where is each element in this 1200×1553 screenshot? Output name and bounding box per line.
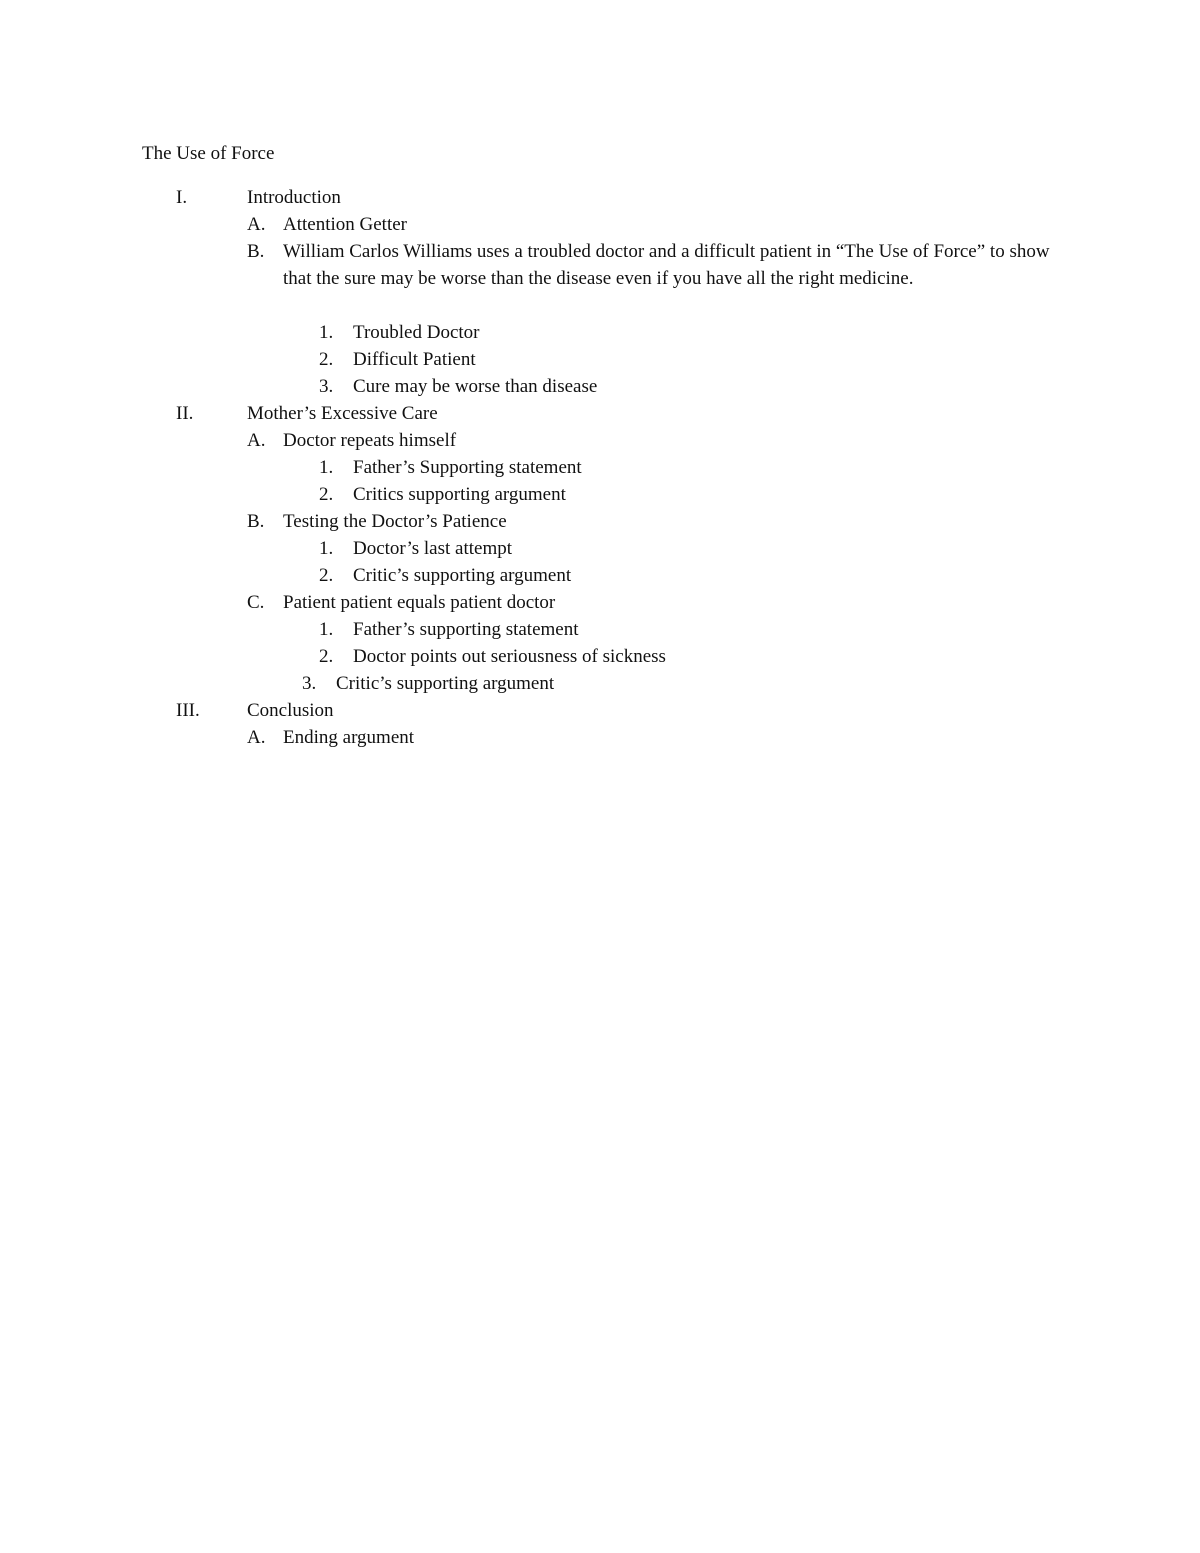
document-title: The Use of Force [142,143,275,164]
outline-item-iii-a [0,724,1200,751]
number-marker: 2. [319,565,334,586]
outline-text: Critic’s supporting argument [353,565,572,586]
outline-item-ii-a [0,427,1200,454]
outline-item-i-b-3 [0,373,1200,400]
outline-item-i-b-1 [0,319,1200,346]
number-marker: 1. [319,322,334,343]
outline-item-ii [0,400,1200,427]
outline-text: Difficult Patient [353,349,476,370]
outline-text: Doctor points out seriousness of sickness [353,646,666,667]
outline-item-i-b [0,238,1200,319]
number-marker: 2. [319,484,334,505]
number-marker: 3. [319,376,334,397]
outline-item-ii-c [0,589,1200,616]
outline-item-ii-b [0,508,1200,535]
outline-item-i [0,184,1200,211]
outline-text-thesis: William Carlos Williams uses a troubled doctor and a difficult patient in “The Use of Force” to show that the sure may be worse than the disease even if you have all the right medicine. [283,241,1050,289]
outline-text: Troubled Doctor [353,322,480,343]
outline-item-ii-c-1 [0,616,1200,643]
outline-item-ii-a-2 [0,481,1200,508]
number-marker: 1. [319,457,334,478]
letter-marker: B. [247,511,265,532]
outline-text: Doctor’s last attempt [353,538,513,559]
outline-item-ii-c-2 [0,643,1200,670]
outline-text: Testing the Doctor’s Patience [283,511,507,532]
letter-marker: C. [247,592,265,613]
outline-text: Cure may be worse than disease [353,376,598,397]
outline-text: Father’s supporting statement [353,619,579,640]
number-marker: 1. [319,619,334,640]
outline-text: Introduction [247,187,341,208]
number-marker: 2. [319,349,334,370]
outline-item-i-a [0,211,1200,238]
outline-item-ii-b-2 [0,562,1200,589]
letter-marker: A. [247,727,266,748]
roman-marker: I. [176,187,188,208]
letter-marker: B. [247,241,265,262]
outline-text: Patient patient equals patient doctor [283,592,556,613]
outline-item-i-b-2 [0,346,1200,373]
outline-item-iii [0,697,1200,724]
outline-text: Critic’s supporting argument [336,673,555,694]
outline-text: Attention Getter [283,214,407,235]
outline-text: Mother’s Excessive Care [247,403,438,424]
roman-marker: III. [176,700,200,721]
outline-text: Conclusion [247,700,334,721]
number-marker: 3. [302,673,317,694]
outline-text: Ending argument [283,727,415,748]
outline-item-ii-c-3 [0,670,1200,697]
roman-marker: II. [176,403,194,424]
number-marker: 1. [319,538,334,559]
number-marker: 2. [319,646,334,667]
outline-text: Father’s Supporting statement [353,457,582,478]
outline-text: Critics supporting argument [353,484,566,505]
letter-marker: A. [247,214,266,235]
outline-item-ii-b-1 [0,535,1200,562]
outline-text: Doctor repeats himself [283,430,457,451]
outline-item-ii-a-1 [0,454,1200,481]
letter-marker: A. [247,430,266,451]
